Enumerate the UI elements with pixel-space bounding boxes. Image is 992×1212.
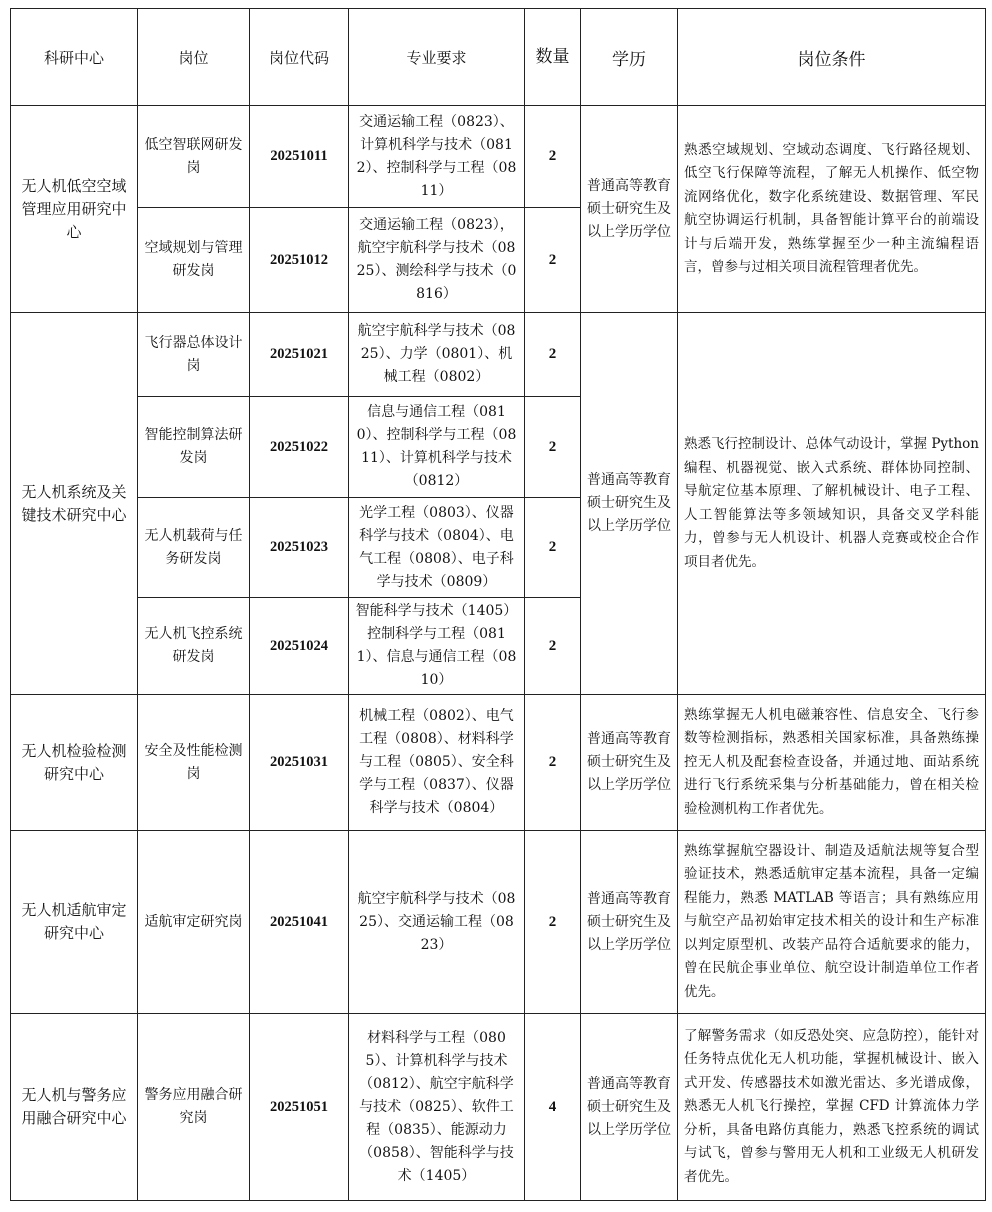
quantity: 2 xyxy=(525,313,581,397)
header-position: 岗位 xyxy=(138,9,250,106)
center-name: 无人机与警务应用融合研究中心 xyxy=(11,1014,138,1201)
center-name: 无人机适航审定研究中心 xyxy=(11,831,138,1014)
education-requirement: 普通高等教育硕士研究生及以上学历学位 xyxy=(581,313,678,695)
position-code: 20251011 xyxy=(250,106,349,208)
position-code: 20251021 xyxy=(250,313,349,397)
position-conditions: 熟练掌握无人机电磁兼容性、信息安全、飞行参数等检测指标，熟悉相关国家标准，具备熟练操控无人机及配套检查设备，并通过地、面站系统进行飞行系统采集与分析基础能力，曾在相关检验检测机构工作者优先。 xyxy=(678,695,986,831)
recruitment-table xyxy=(10,8,986,1201)
header-quantity: 数量 xyxy=(525,9,581,106)
position-name: 警务应用融合研究岗 xyxy=(138,1014,250,1201)
position-code: 20251012 xyxy=(250,208,349,313)
major-requirement: 交通运输工程（0823）、计算机科学与技术（0812）、控制科学与工程（0811） xyxy=(349,106,525,208)
table-row xyxy=(11,313,986,397)
table-row xyxy=(11,106,986,208)
position-name: 安全及性能检测岗 xyxy=(138,695,250,831)
quantity: 2 xyxy=(525,498,581,598)
header-conditions: 岗位条件 xyxy=(678,9,986,106)
table-row xyxy=(11,831,986,1014)
position-name: 无人机载荷与任务研发岗 xyxy=(138,498,250,598)
center-name: 无人机系统及关键技术研究中心 xyxy=(11,313,138,695)
major-requirement: 机械工程（0802）、电气工程（0808）、材料科学与工程（0805）、安全科学与工程（0837）、仪器科学与技术（0804） xyxy=(349,695,525,831)
position-name: 适航审定研究岗 xyxy=(138,831,250,1014)
quantity: 4 xyxy=(525,1014,581,1201)
quantity: 2 xyxy=(525,831,581,1014)
position-conditions: 熟悉飞行控制设计、总体气动设计，掌握 Python 编程、机器视觉、嵌入式系统、群体协同控制、导航定位基本原理、了解机械设计、电子工程、人工智能算法等多领域知识，具备交叉学科能力，曾参与无人机设计、机器人竞赛或校企合作项目者优先。 xyxy=(678,313,986,695)
header-education: 学历 xyxy=(581,9,678,106)
position-code: 20251031 xyxy=(250,695,349,831)
major-requirement: 智能科学与技术（1405）控制科学与工程（0811）、信息与通信工程（0810） xyxy=(349,598,525,695)
position-code: 20251041 xyxy=(250,831,349,1014)
center-name: 无人机低空空域管理应用研究中心 xyxy=(11,106,138,313)
position-name: 空域规划与管理研发岗 xyxy=(138,208,250,313)
quantity: 2 xyxy=(525,695,581,831)
table-row xyxy=(11,1014,986,1201)
position-code: 20251023 xyxy=(250,498,349,598)
major-requirement: 材料科学与工程（0805）、计算机科学与技术（0812）、航空宇航科学与技术（0825）、软件工程（0835）、能源动力（0858）、智能科学与技术（1405） xyxy=(349,1014,525,1201)
position-conditions: 熟悉空域规划、空域动态调度、飞行路径规划、低空飞行保障等流程，了解无人机操作、低空物流网络优化，数字化系统建设、数据管理、军民航空协调运行机制，具备智能计算平台的前端设计与后端开发，熟练掌握至少一种主流编程语言，曾参与过相关项目流程管理者优先。 xyxy=(678,106,986,313)
major-requirement: 航空宇航科学与技术（0825）、交通运输工程（0823） xyxy=(349,831,525,1014)
position-conditions: 了解警务需求（如反恐处突、应急防控），能针对任务特点优化无人机功能，掌握机械设计、嵌入式开发、传感器技术如激光雷达、多光谱成像，熟悉无人机飞行操控，掌握 CFD 计算流体力学分析，具备电路仿真能力，熟悉飞控系统的调试与试飞，曾参与警用无人机和工业级无人机研发者优先。 xyxy=(678,1014,986,1201)
header-row xyxy=(11,9,986,106)
position-name: 无人机飞控系统研发岗 xyxy=(138,598,250,695)
position-code: 20251022 xyxy=(250,397,349,498)
education-requirement: 普通高等教育硕士研究生及以上学历学位 xyxy=(581,831,678,1014)
quantity: 2 xyxy=(525,106,581,208)
major-requirement: 航空宇航科学与技术（0825）、力学（0801）、机械工程（0802） xyxy=(349,313,525,397)
major-requirement: 光学工程（0803）、仪器科学与技术（0804）、电气工程（0808）、电子科学与技术（0809） xyxy=(349,498,525,598)
header-code: 岗位代码 xyxy=(250,9,349,106)
quantity: 2 xyxy=(525,208,581,313)
position-conditions: 熟练掌握航空器设计、制造及适航法规等复合型验证技术，熟悉适航审定基本流程，具备一定编程能力，熟悉 MATLAB 等语言；具有熟练应用与航空产品初始审定技术相关的设计和生产标准以判定原型机、改装产品符合适航要求的能力，曾在民航企事业单位、航空设计制造单位工作者优先。 xyxy=(678,831,986,1014)
major-requirement: 交通运输工程（0823），航空宇航科学与技术（0825）、测绘科学与技术（0816） xyxy=(349,208,525,313)
position-name: 低空智联网研发岗 xyxy=(138,106,250,208)
position-code: 20251024 xyxy=(250,598,349,695)
education-requirement: 普通高等教育硕士研究生及以上学历学位 xyxy=(581,1014,678,1201)
major-requirement: 信息与通信工程（0810）、控制科学与工程（0811）、计算机科学与技术（0812） xyxy=(349,397,525,498)
header-major: 专业要求 xyxy=(349,9,525,106)
education-requirement: 普通高等教育硕士研究生及以上学历学位 xyxy=(581,106,678,313)
position-name: 飞行器总体设计岗 xyxy=(138,313,250,397)
quantity: 2 xyxy=(525,598,581,695)
position-name: 智能控制算法研发岗 xyxy=(138,397,250,498)
header-center: 科研中心 xyxy=(11,9,138,106)
education-requirement: 普通高等教育硕士研究生及以上学历学位 xyxy=(581,695,678,831)
table-row xyxy=(11,695,986,831)
quantity: 2 xyxy=(525,397,581,498)
center-name: 无人机检验检测研究中心 xyxy=(11,695,138,831)
position-code: 20251051 xyxy=(250,1014,349,1201)
